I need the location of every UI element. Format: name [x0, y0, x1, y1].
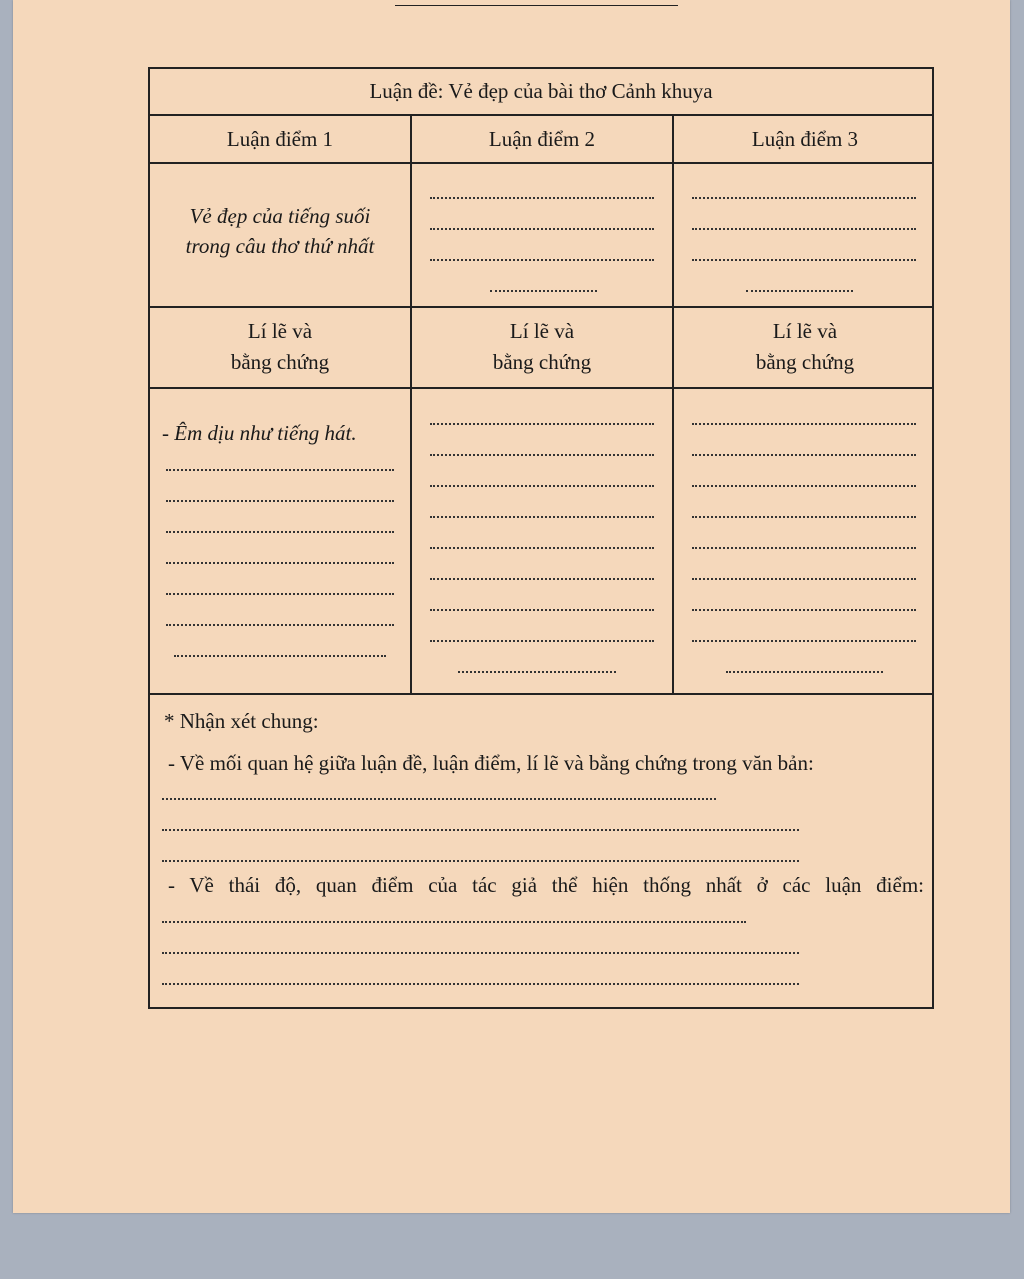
header-label-1: Luận điểm 1 [226, 127, 334, 151]
reason-label-3-line-1: Lí lẽ và [772, 319, 838, 343]
reason-label-2 [412, 308, 672, 378]
claim-1-text [150, 164, 410, 261]
reason-label-1-line-2: bằng chứng [230, 350, 330, 374]
dotted-answer-line [430, 578, 654, 580]
dotted-answer-line [430, 640, 654, 642]
evidence-1-lead: - Êm dịu như tiếng hát. [162, 421, 357, 445]
dotted-answer-line [166, 624, 394, 626]
top-divider [395, 5, 678, 6]
reason-label-3-line-2: bằng chứng [755, 350, 855, 374]
header-cell-1 [150, 116, 412, 162]
reason-label-1-line-1: Lí lẽ và [247, 319, 313, 343]
general-comments-heading: * Nhận xét chung: [164, 709, 319, 733]
dotted-answer-line [162, 921, 746, 923]
dotted-answer-line [692, 516, 916, 518]
dotted-answer-line [430, 609, 654, 611]
dotted-answer-line [162, 798, 716, 800]
dotted-answer-line [692, 259, 916, 261]
claim-cell-2 [412, 164, 674, 306]
dotted-answer-line [166, 531, 394, 533]
dotted-answer-line [430, 516, 654, 518]
reason-label-3 [674, 308, 936, 378]
title-row [150, 69, 932, 116]
dotted-answer-line [430, 547, 654, 549]
header-cell-3 [674, 116, 936, 162]
header-label-3: Luận điểm 3 [751, 127, 859, 151]
evidence-cell-1 [150, 389, 412, 693]
dotted-answer-line [430, 454, 654, 456]
dotted-answer-line [490, 290, 597, 292]
dotted-answer-line [162, 983, 799, 985]
header-row [150, 116, 932, 164]
relationship-prompt: - Về mối quan hệ giữa luận đề, luận điểm, lí lẽ và bằng chứng trong văn bản: [168, 751, 814, 775]
dotted-answer-line [166, 500, 394, 502]
header-cell-2 [412, 116, 674, 162]
dotted-answer-line [692, 423, 916, 425]
dotted-answer-line [746, 290, 853, 292]
dotted-answer-line [692, 454, 916, 456]
argument-worksheet-table [148, 67, 934, 1009]
dotted-answer-line [166, 469, 394, 471]
header-label-2: Luận điểm 2 [488, 127, 596, 151]
claim-cell-3 [674, 164, 936, 306]
evidence-cell-2 [412, 389, 674, 693]
claim-row [150, 164, 932, 308]
worksheet-title: Luận đề: Vẻ đẹp của bài thơ Cảnh khuya [369, 79, 713, 103]
dotted-answer-line [692, 197, 916, 199]
reason-cell-3 [674, 308, 936, 387]
reason-label-2-line-1: Lí lẽ và [509, 319, 575, 343]
dotted-answer-line [162, 952, 799, 954]
worksheet-page [13, 0, 1010, 1213]
dotted-answer-line [162, 860, 799, 862]
claim-cell-1 [150, 164, 412, 306]
evidence-cell-3 [674, 389, 936, 693]
reason-label-2-line-2: bằng chứng [492, 350, 592, 374]
dotted-answer-line [692, 640, 916, 642]
dotted-answer-line [692, 485, 916, 487]
reason-row [150, 308, 932, 389]
dotted-answer-line [726, 671, 883, 673]
dotted-answer-line [458, 671, 616, 673]
dotted-answer-line [692, 609, 916, 611]
evidence-row [150, 389, 932, 695]
dotted-answer-line [166, 593, 394, 595]
dotted-answer-line [166, 562, 394, 564]
dotted-answer-line [430, 228, 654, 230]
dotted-answer-line [692, 578, 916, 580]
claim-1-line-2: trong câu thơ thứ nhất [185, 234, 375, 258]
dotted-answer-line [430, 423, 654, 425]
reason-label-1 [150, 308, 410, 378]
dotted-answer-line [692, 547, 916, 549]
reason-cell-2 [412, 308, 674, 387]
claim-1-line-1: Vẻ đẹp của tiếng suối [189, 204, 371, 228]
dotted-answer-line [430, 485, 654, 487]
dotted-answer-line [692, 228, 916, 230]
dotted-answer-line [430, 259, 654, 261]
general-comments-section [150, 695, 932, 1007]
dotted-answer-line [174, 655, 386, 657]
dotted-answer-line [430, 197, 654, 199]
reason-cell-1 [150, 308, 412, 387]
attitude-prompt: - Về thái độ, quan điểm của tác giả thể hiện thống nhất ở các luận điểm: [168, 873, 924, 897]
dotted-answer-line [162, 829, 799, 831]
